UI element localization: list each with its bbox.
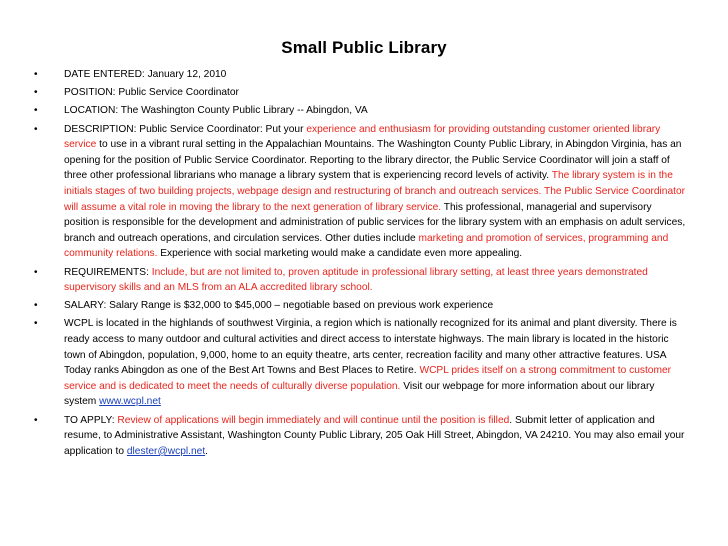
wcpl-highlight: WCPL prides itself on a strong commitment to customer service and is dedicated to meet the needs of culturally diverse population. (64, 365, 672, 392)
list-item-description (0, 122, 728, 262)
apply-label: TO APPLY: (64, 414, 118, 426)
page-title: Small Public Library (281, 38, 447, 57)
list-item-apply (0, 413, 728, 460)
description-highlight-1: experience and enthusiasm for providing outstanding customer oriented library service (64, 123, 661, 151)
date-text: DATE ENTERED: January 12, 2010 (64, 69, 227, 80)
list-item-date (0, 67, 728, 83)
description-highlight-3: marketing and promotion of services, programming and community relations. (64, 232, 669, 260)
list-item-wcpl (0, 316, 728, 410)
apply-period: . (205, 445, 209, 457)
apply-highlight: Review of applications will begin immediately and will continue until the position is filled (117, 414, 510, 426)
list-item-requirements (0, 265, 728, 296)
wcpl-text-1: WCPL is located in the highlands of southwest Virginia, a region which is nationally recognized for its animal and plant diversity. There is ready access to many outdoor and cultural activities and direct access to interstate highways. The main library is located in the historic town of Abingdon, population, 9,000, home to an equity theatre, arts center, recreation facility and many other attractive features. USA Today ranks Abingdon as one of the Best Art Towns and Best Places to Retire. (64, 318, 677, 377)
wcpl-website-link[interactable]: www.wcpl.net (99, 396, 161, 408)
bullet-list (0, 67, 728, 462)
list-item-position (0, 85, 728, 101)
description-text-2: to use in a vibrant rural setting in the Appalachian Mountains. The Washington County Public Library, in Abingdon Virginia, has an opening for the position of Public Service Coordinator. Reporting to the library director, the Public Service Coordinator will join a staff of three other professional librarians who manage a library system that is experiencing record levels of activity. (64, 139, 682, 182)
apply-text: . Submit letter of application and resume, to Administrative Assistant, Washington County Public Library, 205 Oak Hill Street, Abingdon, VA 24210. You may also email your application to (64, 414, 685, 457)
location-text: LOCATION: The Washington County Public Library -- Abingdon, VA (64, 105, 368, 117)
wcpl-text-2: Visit our webpage for more information about our library system (64, 380, 655, 408)
position-text: POSITION: Public Service Coordinator (64, 87, 239, 99)
email-link[interactable]: dlester@wcpl.net (126, 445, 206, 457)
description-text-1: DESCRIPTION: Public Service Coordinator: Put your (64, 123, 307, 135)
requirements-label: REQUIREMENTS: (64, 266, 152, 278)
list-item-location (0, 103, 728, 119)
description-highlight-2: The library system is in the initials stages of two building projects, webpage design and restructuring of branch and outreach services. The Public Service Coordinator will assume a vital role in moving the library to the next generation of library service. (64, 170, 686, 213)
list-item-salary (0, 298, 728, 314)
requirements-highlight: Include, but are not limited to, proven aptitude in professional library setting, at least three years demonstrated supervisory skills and an MLS from an ALA accredited library school. (64, 266, 648, 294)
salary-text: SALARY: Salary Range is $32,000 to $45,000 – negotiable based on previous work experience (64, 300, 494, 312)
description-text-3: This professional, managerial and supervisory position is responsible for the development and administration of public services for the library system with an emphasis on adult services, branch and outreach operations, and circulation services. Other duties include (64, 201, 686, 244)
description-text-4: Experience with social marketing would make a candidate even more appealing. (157, 248, 523, 260)
